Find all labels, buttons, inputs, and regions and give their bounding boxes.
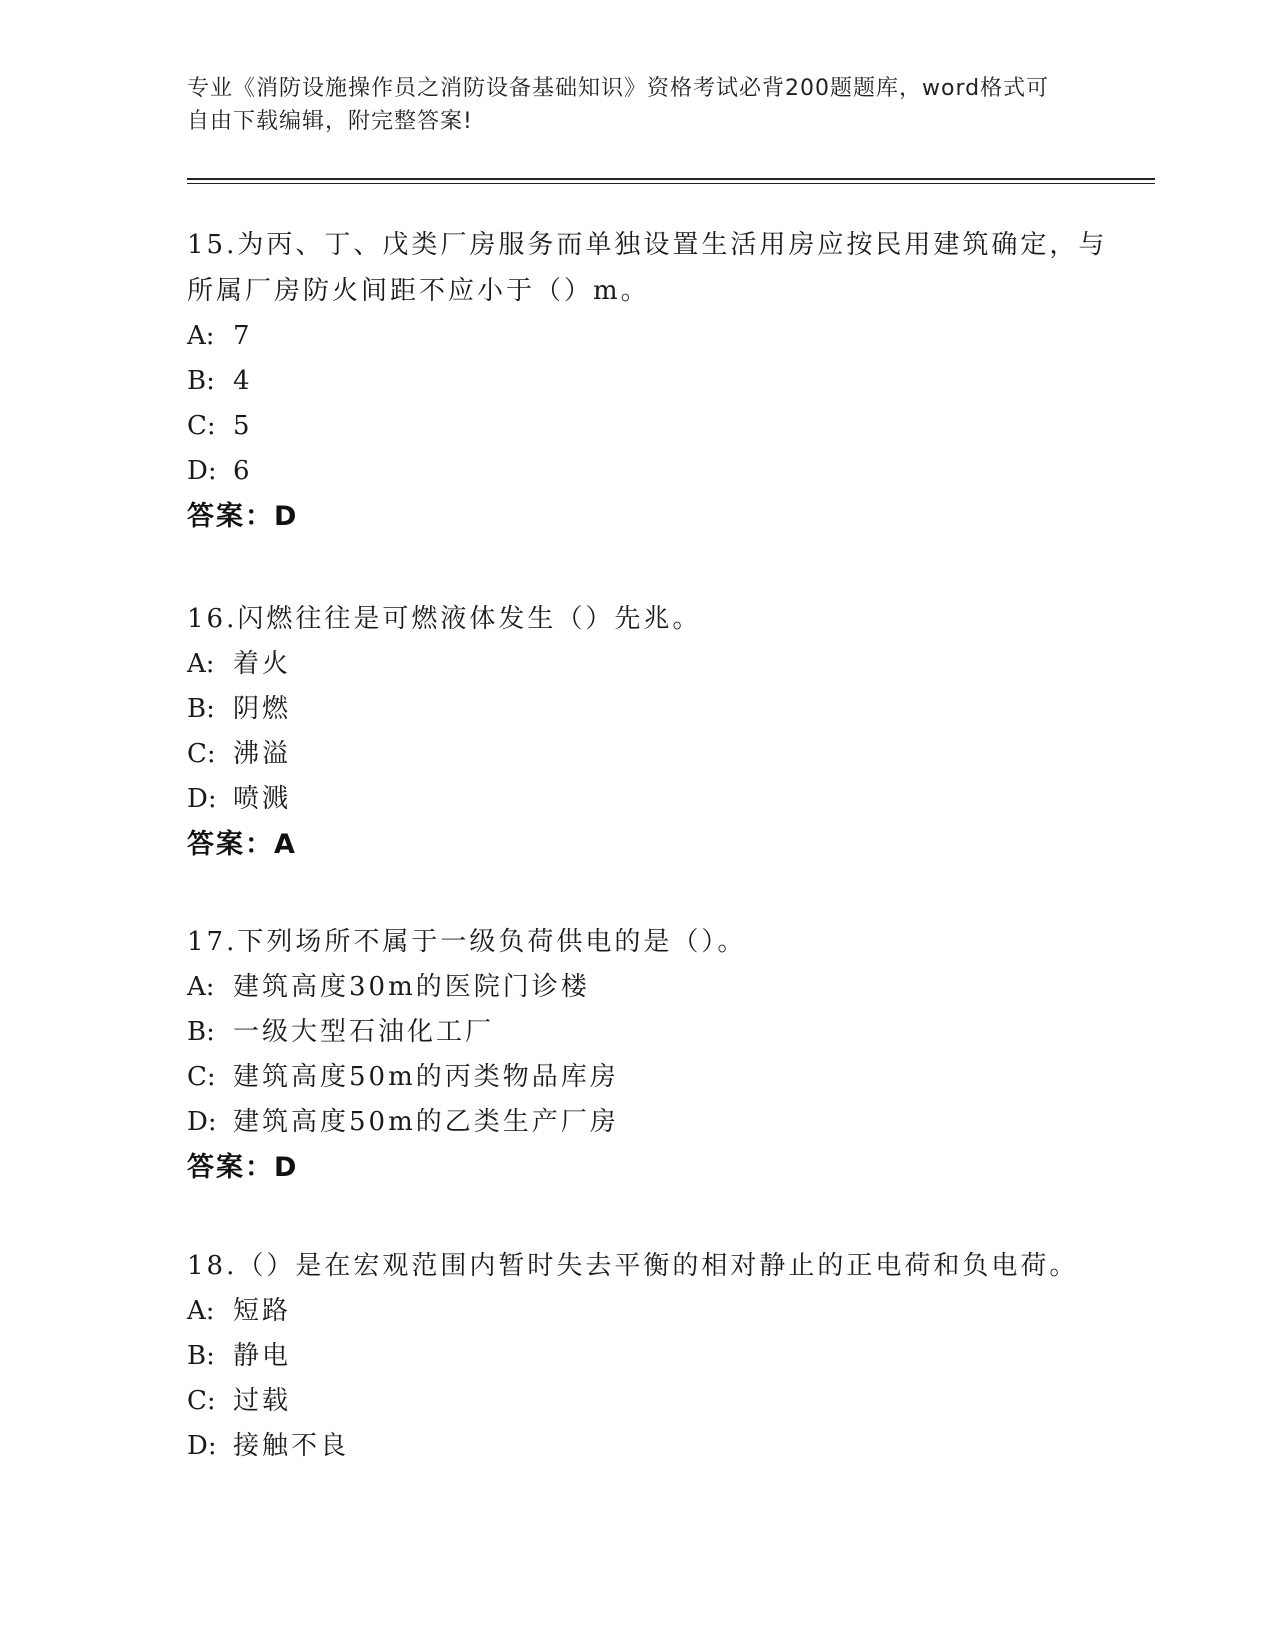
- question-stem: 15.为丙、丁、戊类厂房服务而单独设置生活用房应按民用建筑确定，与所属厂房防火间距不应小于（）m。: [187, 230, 1108, 306]
- option-d: [187, 1100, 1127, 1145]
- option-letter: C:: [187, 411, 216, 441]
- option-text: 建筑高度30m的医院门诊楼: [233, 972, 590, 1002]
- option-a: [187, 965, 1127, 1010]
- option-letter: C:: [187, 739, 216, 769]
- option-text: 静电: [233, 1341, 292, 1371]
- option-b: [187, 1334, 1127, 1379]
- option-d: [187, 1424, 1127, 1469]
- question-stem: 16.闪燃往往是可燃液体发生（）先兆。: [187, 604, 702, 634]
- option-text: 建筑高度50m的丙类物品库房: [233, 1062, 619, 1092]
- option-letter: B:: [187, 366, 215, 396]
- option-text: 5: [233, 411, 253, 441]
- option-letter: D:: [187, 784, 217, 814]
- option-a: [187, 314, 1127, 359]
- option-letter: A:: [187, 1296, 215, 1326]
- option-letter: B:: [187, 1341, 215, 1371]
- option-a: [187, 642, 1127, 687]
- option-letter: C:: [187, 1386, 216, 1416]
- option-c: [187, 1379, 1127, 1424]
- option-b: [187, 1010, 1127, 1055]
- answer-label: 答案：D: [187, 1152, 299, 1183]
- option-c: [187, 1055, 1127, 1100]
- option-text: 建筑高度50m的乙类生产厂房: [233, 1107, 619, 1137]
- option-a: [187, 1289, 1127, 1334]
- answer-label: 答案：D: [187, 501, 299, 532]
- option-c: [187, 732, 1127, 777]
- option-text: 6: [233, 456, 253, 486]
- option-letter: D:: [187, 1431, 217, 1461]
- option-text: 喷溅: [233, 784, 292, 814]
- option-letter: D:: [187, 1107, 217, 1137]
- option-letter: B:: [187, 694, 215, 724]
- option-letter: A:: [187, 972, 215, 1002]
- option-b: [187, 359, 1127, 404]
- header-divider-thick: [187, 178, 1155, 180]
- header-divider-thin: [187, 183, 1155, 184]
- option-text: 短路: [233, 1296, 292, 1326]
- option-text: 过载: [233, 1386, 292, 1416]
- option-text: 接触不良: [233, 1431, 350, 1461]
- question-stem: 17.下列场所不属于一级负荷供电的是（）。: [187, 927, 747, 957]
- option-c: [187, 404, 1127, 449]
- question-16: [187, 596, 1127, 868]
- question-stem: 18.（）是在宏观范围内暂时失去平衡的相对静止的正电荷和负电荷。: [187, 1251, 1079, 1281]
- option-text: 阴燃: [233, 694, 292, 724]
- option-d: [187, 449, 1127, 494]
- option-text: 一级大型石油化工厂: [233, 1017, 495, 1047]
- option-letter: A:: [187, 649, 215, 679]
- option-text: 着火: [233, 649, 292, 679]
- option-letter: C:: [187, 1062, 216, 1092]
- question-18: [187, 1243, 1127, 1469]
- question-15: [187, 222, 1127, 540]
- answer-label: 答案：A: [187, 829, 297, 860]
- option-d: [187, 777, 1127, 822]
- option-letter: B:: [187, 1017, 215, 1047]
- option-b: [187, 687, 1127, 732]
- option-letter: D:: [187, 456, 217, 486]
- option-text: 4: [233, 366, 253, 396]
- option-text: 沸溢: [233, 739, 292, 769]
- option-text: 7: [233, 321, 253, 351]
- document-header: 专业《消防设施操作员之消防设备基础知识》资格考试必背200题题库，word格式可自由下载编辑，附完整答案!: [187, 76, 1050, 134]
- question-17: [187, 919, 1127, 1191]
- option-letter: A:: [187, 321, 215, 351]
